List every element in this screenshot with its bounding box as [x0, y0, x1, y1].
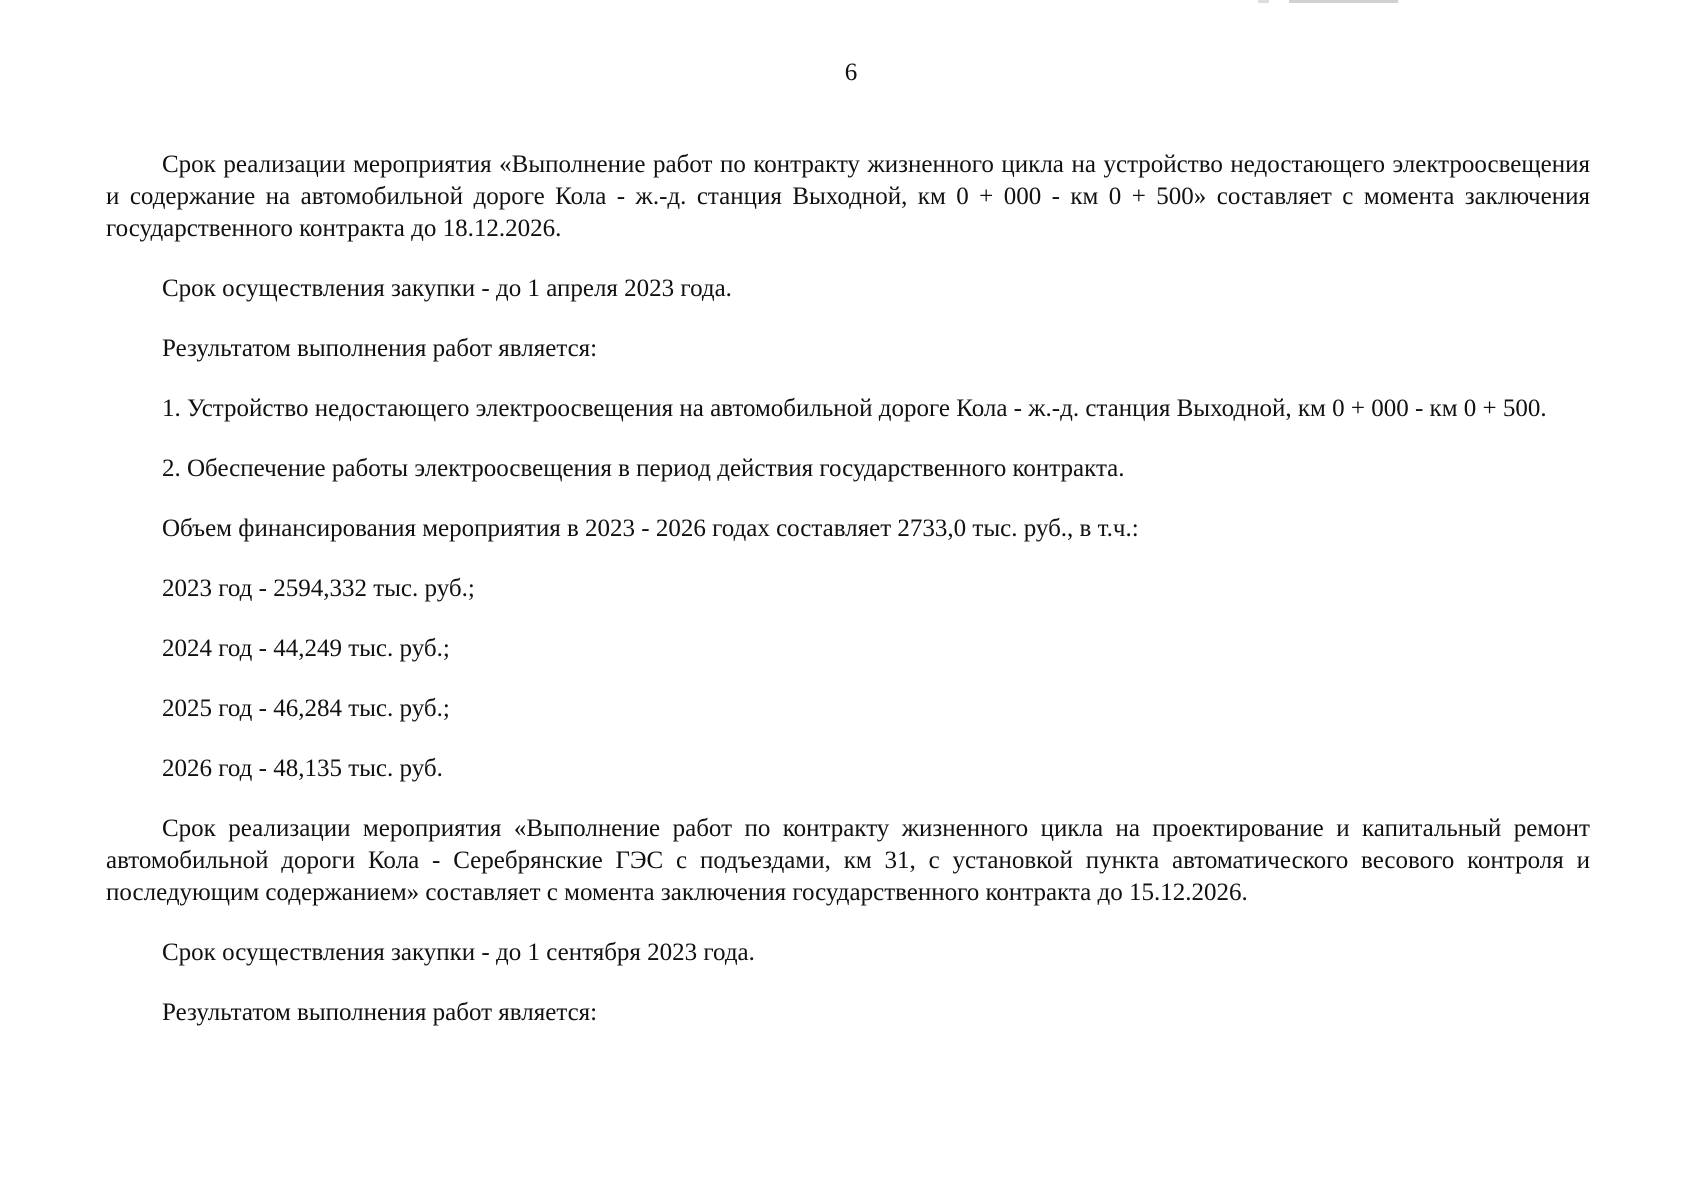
paragraph-financing-2025: 2025 год - 46,284 тыс. руб.;: [162, 695, 450, 722]
paragraph-financing-2023: 2023 год - 2594,332 тыс. руб.;: [162, 575, 475, 602]
paragraph-procurement-deadline-2: Срок осуществления закупки - до 1 сентября 2023 года.: [162, 939, 755, 966]
paragraph-financing-2024: 2024 год - 44,249 тыс. руб.;: [162, 635, 450, 662]
paragraph-result-item-2: 2. Обеспечение работы электроосвещения в период действия государственного контракта.: [162, 455, 1125, 482]
paragraph-procurement-deadline-1: Срок осуществления закупки - до 1 апреля 2023 года.: [162, 275, 732, 302]
paragraph-financing-2026: 2026 год - 48,135 тыс. руб.: [162, 755, 443, 782]
page-number: 6: [844, 59, 858, 86]
document-body: [106, 149, 1590, 1029]
paragraph-result-item-1: 1. Устройство недостающего электроосвещения на автомобильной дороге Кола - ж.-д. станция Выходной, км 0 + 000 - км 0 + 500.: [162, 395, 1547, 422]
paragraph-results-heading-1: Результатом выполнения работ является:: [162, 335, 598, 362]
paragraph-contract-repair: Срок реализации мероприятия «Выполнение работ по контракту жизненного цикла на проектирование и капитальный ремонт автомобильной дороги Кола - Серебрянские ГЭС с подъездами, км 31, с установкой пункта автоматического весового контроля и последующим содержанием» составляет с момента заключения государственного контракта до 15.12.2026.: [106, 815, 1590, 906]
scan-artifact: [1258, 0, 1398, 3]
paragraph-contract-lighting: Срок реализации мероприятия «Выполнение работ по контракту жизненного цикла на устройство недостающего электроосвещения и содержание на автомобильной дороге Кола - ж.-д. станция Выходной, км 0 + 000 - км 0 + 500» составляет с момента заключения государственного контракта до 18.12.2026.: [106, 151, 1590, 242]
paragraph-results-heading-2: Результатом выполнения работ является:: [162, 999, 598, 1026]
paragraph-financing-total: Объем финансирования мероприятия в 2023 - 2026 годах составляет 2733,0 тыс. руб., в т.ч.:: [162, 515, 1139, 542]
